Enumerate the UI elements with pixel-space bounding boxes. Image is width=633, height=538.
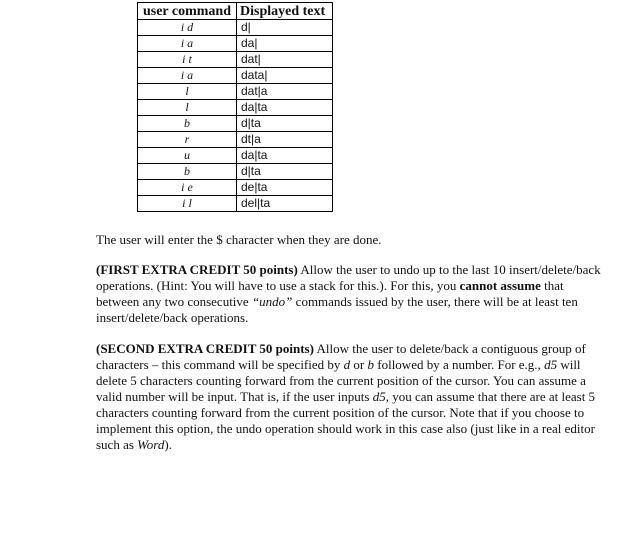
command-cell: l (138, 84, 237, 100)
table-row (138, 100, 333, 116)
or-text: or (350, 357, 368, 372)
first-extra-text-b: that between any two consecutive (96, 278, 564, 309)
display-cell: dat|a (237, 84, 333, 100)
d5-example-2: d5 (372, 389, 386, 404)
command-table (137, 2, 333, 212)
command-cell: i d (138, 20, 237, 36)
table-row (138, 68, 333, 84)
display-cell: del|ta (237, 196, 333, 212)
command-cell: i a (138, 36, 237, 52)
table-row (138, 84, 333, 100)
command-cell: u (138, 148, 237, 164)
table-row (138, 116, 333, 132)
cannot-assume-phrase: cannot assume (459, 278, 541, 293)
first-extra-credit-paragraph (96, 262, 606, 326)
second-extra-text-b: followed by a number. For e.g., (374, 357, 545, 372)
command-cell: b (138, 116, 237, 132)
display-cell: d|ta (237, 164, 333, 180)
table-row (138, 148, 333, 164)
first-extra-text-c: commands issued by the user, there will be at least ten insert/delete/back operations. (96, 294, 578, 325)
display-cell: dat| (237, 52, 333, 68)
table-row (138, 196, 333, 212)
second-extra-credit-heading: (SECOND EXTRA CREDIT 50 points) (96, 341, 314, 356)
display-cell: de|ta (237, 180, 333, 196)
table-row (138, 36, 333, 52)
command-cell: l (138, 100, 237, 116)
command-cell: i l (138, 196, 237, 212)
command-cell: i t (138, 52, 237, 68)
display-cell: d|ta (237, 116, 333, 132)
second-extra-text-a: Allow the user to delete/back a contiguous group of characters – this command will be specified by (96, 341, 586, 372)
table-header-row (138, 3, 333, 20)
display-cell: data| (237, 68, 333, 84)
display-cell: d| (237, 20, 333, 36)
first-extra-text-a: Allow the user to undo up to the last 10 insert/delete/back operations. (Hint: You will have to use a stack for this.). For this, you (96, 262, 601, 293)
display-cell: da| (237, 36, 333, 52)
b-command: b (367, 357, 374, 372)
display-cell: da|ta (237, 100, 333, 116)
first-extra-credit-heading: (FIRST EXTRA CREDIT 50 points) (96, 262, 298, 277)
header-displayed-text: Displayed text (237, 3, 333, 20)
table-row (138, 132, 333, 148)
table-row (138, 180, 333, 196)
second-extra-text-c: will delete 5 characters counting forward from the current position of the cursor. You can assume a valid number will be input. That is, if the user inputs (96, 357, 586, 404)
done-instruction: The user will enter the $ character when they are done. (96, 232, 382, 247)
table-row (138, 52, 333, 68)
word-reference: Word (137, 437, 165, 452)
second-extra-text-e: ). (164, 437, 172, 452)
table-row (138, 164, 333, 180)
display-cell: dt|a (237, 132, 333, 148)
command-cell: i e (138, 180, 237, 196)
second-extra-text-d: , you can assume that there are at least 5 characters counting forward from the current position of the cursor. Note that if you choose to implement this option, the undo operation should work in this case also (just like in a real editor such as (96, 389, 596, 452)
command-cell: i a (138, 68, 237, 84)
second-extra-credit-paragraph (96, 341, 606, 453)
command-cell: b (138, 164, 237, 180)
command-cell: r (138, 132, 237, 148)
header-user-command: user command (138, 3, 237, 20)
table-row (138, 20, 333, 36)
undo-quote: “undo” (251, 294, 293, 309)
d-command: d (343, 357, 351, 372)
display-cell: da|ta (237, 148, 333, 164)
d5-example: d5 (544, 357, 558, 372)
